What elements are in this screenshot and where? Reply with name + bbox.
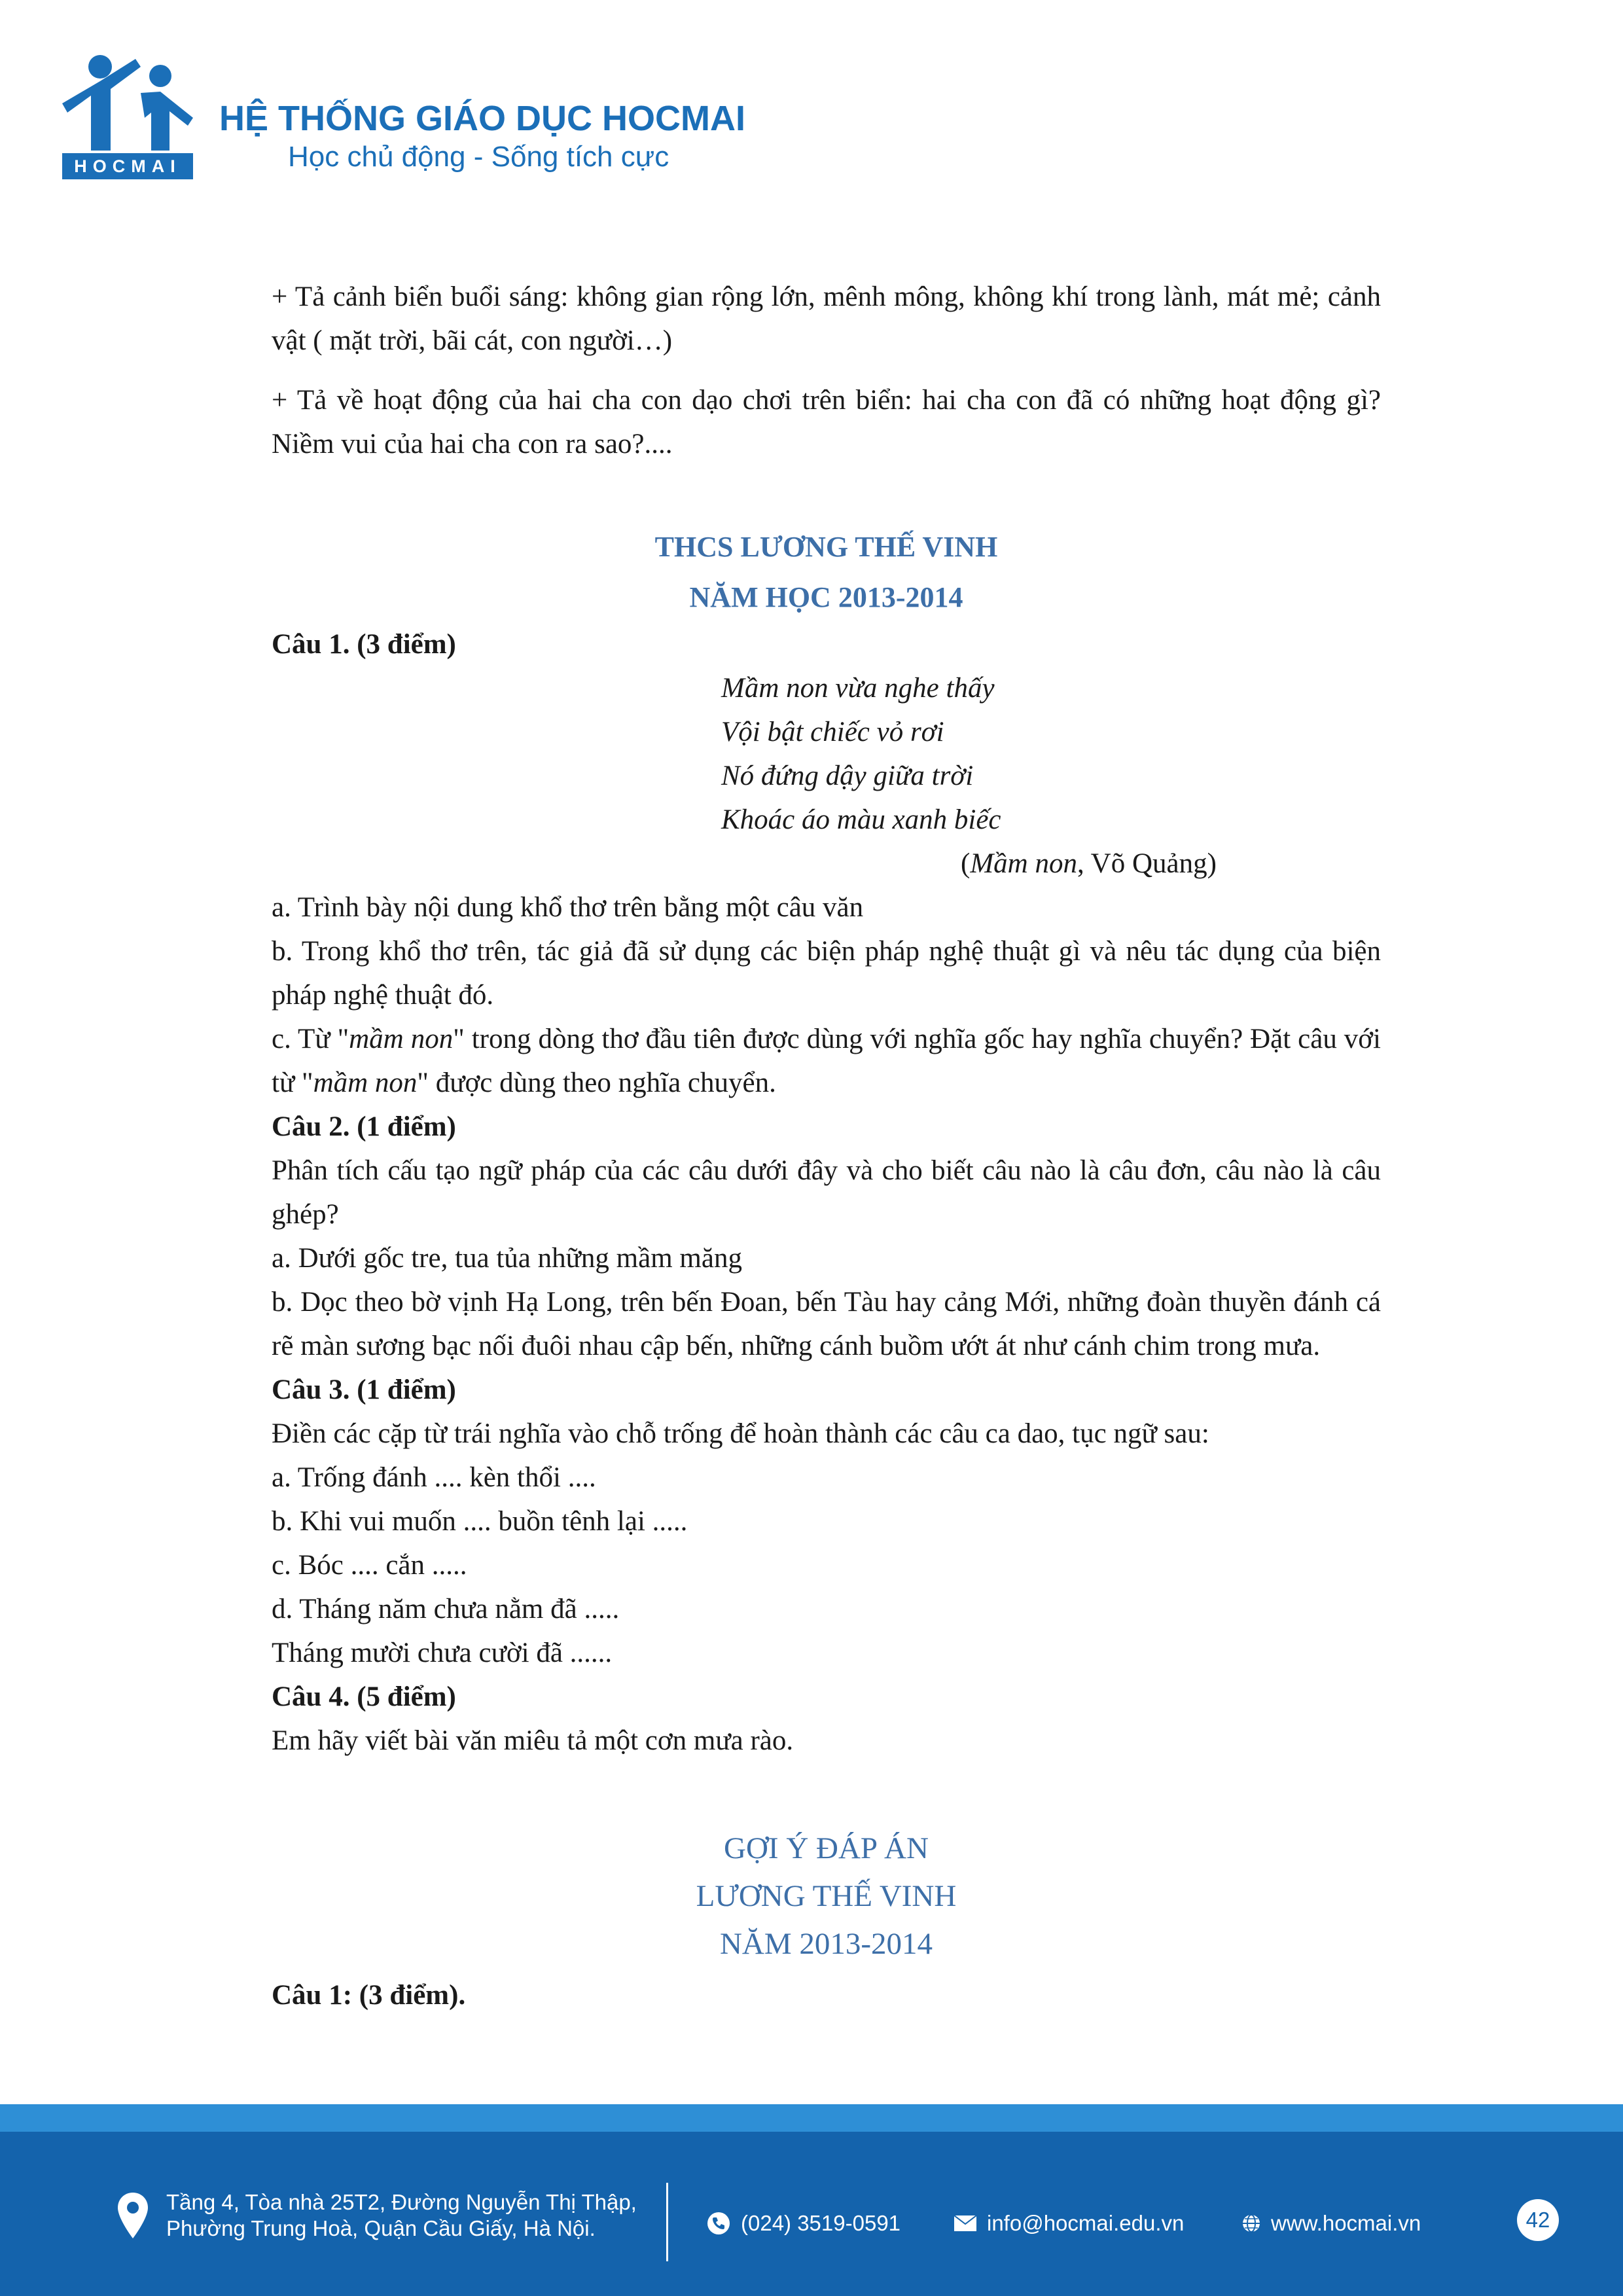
hocmai-logo bbox=[62, 52, 193, 180]
address-line: Phường Trung Hoà, Quận Cầu Giấy, Hà Nội. bbox=[166, 2216, 596, 2240]
question-item: b. Khi vui muốn .... buồn tênh lại ..... bbox=[272, 1506, 688, 1537]
phone-icon bbox=[707, 2212, 730, 2235]
question-item: b. Dọc theo bờ vịnh Hạ Long, trên bến Đoan, bến Tàu hay cảng Mới, những đoàn thuyền đánh cá rẽ màn sương bạc nối đuôi nhau cập bến, những cánh buồm ướt át như cánh chim trong mưa. bbox=[272, 1287, 1381, 1361]
answer-title: LƯƠNG THẾ VINH bbox=[696, 1879, 957, 1913]
question-title: Câu 1. (3 điểm) bbox=[272, 629, 456, 660]
poem-line: Vội bật chiếc vỏ rơi bbox=[721, 717, 944, 747]
hocmai-logo-icon bbox=[62, 52, 193, 151]
exam-year-title: NĂM HỌC 2013-2014 bbox=[689, 581, 963, 613]
answer-title: NĂM 2013-2014 bbox=[719, 1927, 933, 1961]
question-title: Câu 4. (5 điểm) bbox=[272, 1681, 456, 1712]
email-icon bbox=[954, 2215, 976, 2231]
footer-stripe bbox=[0, 2104, 1623, 2132]
footer-website[interactable] bbox=[1242, 2211, 1421, 2236]
question-title: Câu 3. (1 điểm) bbox=[272, 1374, 456, 1405]
exam-school-title: THCS LƯƠNG THẾ VINH bbox=[654, 531, 998, 563]
page-footer bbox=[0, 2132, 1623, 2296]
intro-paragraph: + Tả về hoạt động của hai cha con dạo chơi trên biển: hai cha con đã có những hoạt động gì? Niềm vui của hai cha con ra sao?.... bbox=[272, 385, 1381, 459]
website-url: www.hocmai.vn bbox=[1271, 2211, 1421, 2235]
globe-icon bbox=[1242, 2214, 1260, 2233]
brand-slogan: Học chủ động - Sống tích cực bbox=[288, 141, 669, 173]
intro-paragraph: + Tả cảnh biển buổi sáng: không gian rộng lớn, mênh mông, không khí trong lành, mát mẻ; cảnh vật ( mặt trời, bãi cát, con người…) bbox=[272, 281, 1381, 356]
poem-source: (Mầm non, Võ Quảng) bbox=[961, 848, 1217, 879]
email-address: info@hocmai.edu.vn bbox=[987, 2211, 1185, 2235]
footer-address bbox=[118, 2189, 637, 2242]
question-prompt: Điền các cặp từ trái nghĩa vào chỗ trống để hoàn thành các câu ca dao, tục ngữ sau: bbox=[272, 1418, 1209, 1449]
page-header bbox=[62, 52, 913, 183]
footer-email[interactable] bbox=[954, 2211, 1184, 2236]
question-item: a. Trình bày nội dung khổ thơ trên bằng một câu văn bbox=[272, 892, 864, 923]
poem-line: Nó đứng dậy giữa trời bbox=[721, 761, 974, 791]
question-prompt: Phân tích cấu tạo ngữ pháp của các câu dưới đây và cho biết câu nào là câu đơn, câu nào là câu ghép? bbox=[272, 1155, 1381, 1230]
question-item: c. Từ "mầm non" trong dòng thơ đầu tiên được dùng với nghĩa gốc hay nghĩa chuyển? Đặt câu với từ "mầm non" được dùng theo nghĩa chuyển. bbox=[272, 1024, 1381, 1098]
answer-title: GỢI Ý ĐÁP ÁN bbox=[724, 1831, 929, 1865]
question-title: Câu 2. (1 điểm) bbox=[272, 1111, 456, 1142]
answer-question-title: Câu 1: (3 điểm). bbox=[272, 1980, 466, 2011]
address-line: Tầng 4, Tòa nhà 25T2, Đường Nguyễn Thị Thập, bbox=[166, 2190, 637, 2214]
poem-line: Khoác áo màu xanh biếc bbox=[721, 804, 1001, 835]
question-item: c. Bóc .... cắn ..... bbox=[272, 1550, 467, 1581]
location-pin-icon bbox=[118, 2193, 148, 2238]
question-item: Tháng mười chưa cười đã ...... bbox=[272, 1638, 613, 1668]
question-item: b. Trong khổ thơ trên, tác giả đã sử dụng các biện pháp nghệ thuật gì và nêu tác dụng của biện pháp nghệ thuật đó. bbox=[272, 936, 1381, 1011]
logo-text: HOCMAI bbox=[62, 153, 193, 179]
poem-line: Mầm non vừa nghe thấy bbox=[721, 673, 995, 704]
page-number: 42 bbox=[1517, 2199, 1559, 2241]
question-item: d. Tháng năm chưa nằm đã ..... bbox=[272, 1594, 620, 1624]
question-item: a. Trống đánh .... kèn thổi .... bbox=[272, 1462, 596, 1493]
footer-divider bbox=[666, 2183, 668, 2261]
footer-phone[interactable] bbox=[707, 2211, 901, 2236]
question-item: a. Dưới gốc tre, tua tủa những mầm măng bbox=[272, 1243, 742, 1274]
page-content bbox=[272, 275, 1381, 2017]
brand-title: HỆ THỐNG GIÁO DỤC HOCMAI bbox=[219, 99, 745, 138]
phone-number: (024) 3519-0591 bbox=[741, 2211, 901, 2235]
question-prompt: Em hãy viết bài văn miêu tả một cơn mưa rào. bbox=[272, 1725, 794, 1756]
